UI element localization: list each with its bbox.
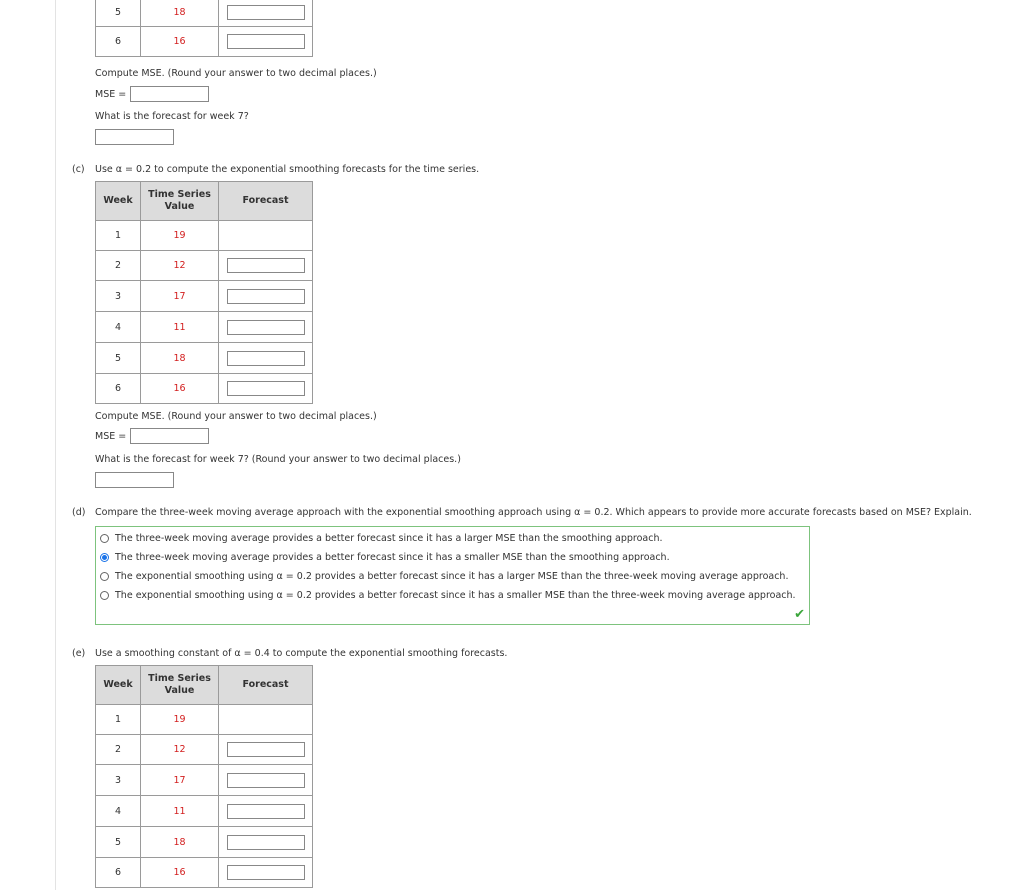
- value-header: [141, 182, 219, 221]
- forecast-cell: [219, 765, 313, 796]
- choice-2[interactable]: [100, 549, 670, 565]
- table-row: [96, 374, 313, 404]
- value-header-line2: Value: [164, 201, 195, 212]
- table-row: [96, 796, 313, 827]
- forecast-cell: [219, 312, 313, 343]
- forecast-input[interactable]: [227, 351, 305, 366]
- forecast-cell: [219, 251, 313, 281]
- part-e-label: (e): [72, 648, 86, 659]
- value-header-line1: Time Series: [148, 673, 211, 684]
- week-cell: 6: [96, 858, 141, 888]
- forecast-input[interactable]: [227, 742, 305, 757]
- mse-input[interactable]: [130, 86, 209, 102]
- forecast-input[interactable]: [227, 381, 305, 396]
- table-header: [96, 182, 313, 221]
- table-header: [96, 666, 313, 705]
- forecast-cell: [219, 27, 313, 57]
- part-c-mse-prompt: Compute MSE. (Round your answer to two decimal places.): [95, 411, 377, 422]
- part-c-label: (c): [72, 164, 85, 175]
- choice-2-text: The three-week moving average provides a better forecast since it has a smaller MSE than the smoothing approach.: [115, 551, 670, 563]
- forecast-cell: [219, 796, 313, 827]
- week-cell: 4: [96, 796, 141, 827]
- choice-3[interactable]: [100, 568, 788, 584]
- value-cell: 19: [141, 705, 219, 735]
- table-row: [96, 858, 313, 888]
- week-cell: 6: [96, 374, 141, 404]
- week-cell: 3: [96, 765, 141, 796]
- choice-1[interactable]: [100, 530, 663, 546]
- choice-3-text: The exponential smoothing using α = 0.2 provides a better forecast since it has a larger MSE than the three-week moving average approach.: [115, 570, 789, 582]
- part-c-week7-forecast-input[interactable]: [95, 472, 174, 488]
- choice-1-text: The three-week moving average provides a better forecast since it has a larger MSE than the smoothing approach.: [115, 532, 663, 544]
- part-d-choices: [95, 526, 810, 625]
- forecast-input[interactable]: [227, 804, 305, 819]
- choice-4[interactable]: [100, 587, 796, 603]
- forecast-header: Forecast: [219, 182, 313, 221]
- forecast-header: Forecast: [219, 666, 313, 705]
- value-cell: 18: [141, 343, 219, 374]
- week-cell: 5: [96, 343, 141, 374]
- week-cell: 2: [96, 251, 141, 281]
- forecast-cell: [219, 705, 313, 735]
- week-cell: 1: [96, 221, 141, 251]
- value-header-line2: Value: [164, 685, 195, 696]
- week-cell: 2: [96, 735, 141, 765]
- forecast-cell: [219, 374, 313, 404]
- forecast-cell: [219, 735, 313, 765]
- value-cell: 12: [141, 251, 219, 281]
- table-row: [96, 735, 313, 765]
- part-d-question: Compare the three-week moving average approach with the exponential smoothing approach using α = 0.2. Which appears to provide more accurate forecasts based on MSE? Explain.: [95, 507, 972, 518]
- forecast-input[interactable]: [227, 773, 305, 788]
- week7-forecast-input[interactable]: [95, 129, 174, 145]
- table-row: [96, 27, 313, 57]
- week-header: Week: [96, 182, 141, 221]
- check-icon: ✔: [794, 607, 805, 622]
- table-row: [96, 312, 313, 343]
- value-cell: 16: [141, 27, 219, 57]
- part-c-mse-label: MSE =: [95, 430, 127, 442]
- part-e-instruction: Use a smoothing constant of α = 0.4 to compute the exponential smoothing forecasts.: [95, 648, 508, 659]
- week-cell: 6: [96, 27, 141, 57]
- part-c-mse-input[interactable]: [130, 428, 209, 444]
- forecast-input[interactable]: [227, 5, 305, 20]
- week-cell: 5: [96, 0, 141, 27]
- top-table: [95, 0, 313, 57]
- choice-4-text: The exponential smoothing using α = 0.2 provides a better forecast since it has a smaller MSE than the three-week moving average approach.: [115, 589, 796, 601]
- value-cell: 18: [141, 0, 219, 27]
- forecast-input[interactable]: [227, 320, 305, 335]
- forecast-input[interactable]: [227, 289, 305, 304]
- table-row: [96, 251, 313, 281]
- table-row: [96, 343, 313, 374]
- value-cell: 11: [141, 796, 219, 827]
- mse-label: MSE =: [95, 88, 127, 100]
- value-cell: 18: [141, 827, 219, 858]
- value-cell: 17: [141, 281, 219, 312]
- forecast-cell: [219, 858, 313, 888]
- week-cell: 5: [96, 827, 141, 858]
- table-row: [96, 827, 313, 858]
- forecast-input[interactable]: [227, 34, 305, 49]
- value-cell: 16: [141, 858, 219, 888]
- part-e-table: [95, 665, 313, 888]
- left-margin-rule: [55, 0, 56, 890]
- week-cell: 1: [96, 705, 141, 735]
- value-cell: 19: [141, 221, 219, 251]
- value-cell: 12: [141, 735, 219, 765]
- part-c-forecast-prompt: What is the forecast for week 7? (Round your answer to two decimal places.): [95, 454, 461, 465]
- forecast-cell: [219, 281, 313, 312]
- table-row: [96, 765, 313, 796]
- value-cell: 17: [141, 765, 219, 796]
- radio-unselected[interactable]: [100, 572, 109, 581]
- week-header: Week: [96, 666, 141, 705]
- forecast-prompt: What is the forecast for week 7?: [95, 111, 249, 122]
- radio-selected[interactable]: [100, 553, 109, 562]
- value-cell: 16: [141, 374, 219, 404]
- forecast-cell: [219, 343, 313, 374]
- table-row: [96, 221, 313, 251]
- table-row: [96, 705, 313, 735]
- forecast-cell: [219, 827, 313, 858]
- value-header: [141, 666, 219, 705]
- part-c-instruction: Use α = 0.2 to compute the exponential smoothing forecasts for the time series.: [95, 164, 480, 175]
- forecast-cell: [219, 221, 313, 251]
- value-cell: 11: [141, 312, 219, 343]
- part-c-table: [95, 181, 313, 404]
- table-row: [96, 0, 313, 27]
- radio-unselected[interactable]: [100, 534, 109, 543]
- forecast-cell: [219, 0, 313, 27]
- week-cell: 4: [96, 312, 141, 343]
- table-row: [96, 281, 313, 312]
- value-header-line1: Time Series: [148, 189, 211, 200]
- radio-unselected[interactable]: [100, 591, 109, 600]
- part-d-label: (d): [72, 507, 86, 518]
- forecast-input[interactable]: [227, 258, 305, 273]
- forecast-input[interactable]: [227, 835, 305, 850]
- week-cell: 3: [96, 281, 141, 312]
- mse-prompt: Compute MSE. (Round your answer to two decimal places.): [95, 68, 377, 79]
- forecast-input[interactable]: [227, 865, 305, 880]
